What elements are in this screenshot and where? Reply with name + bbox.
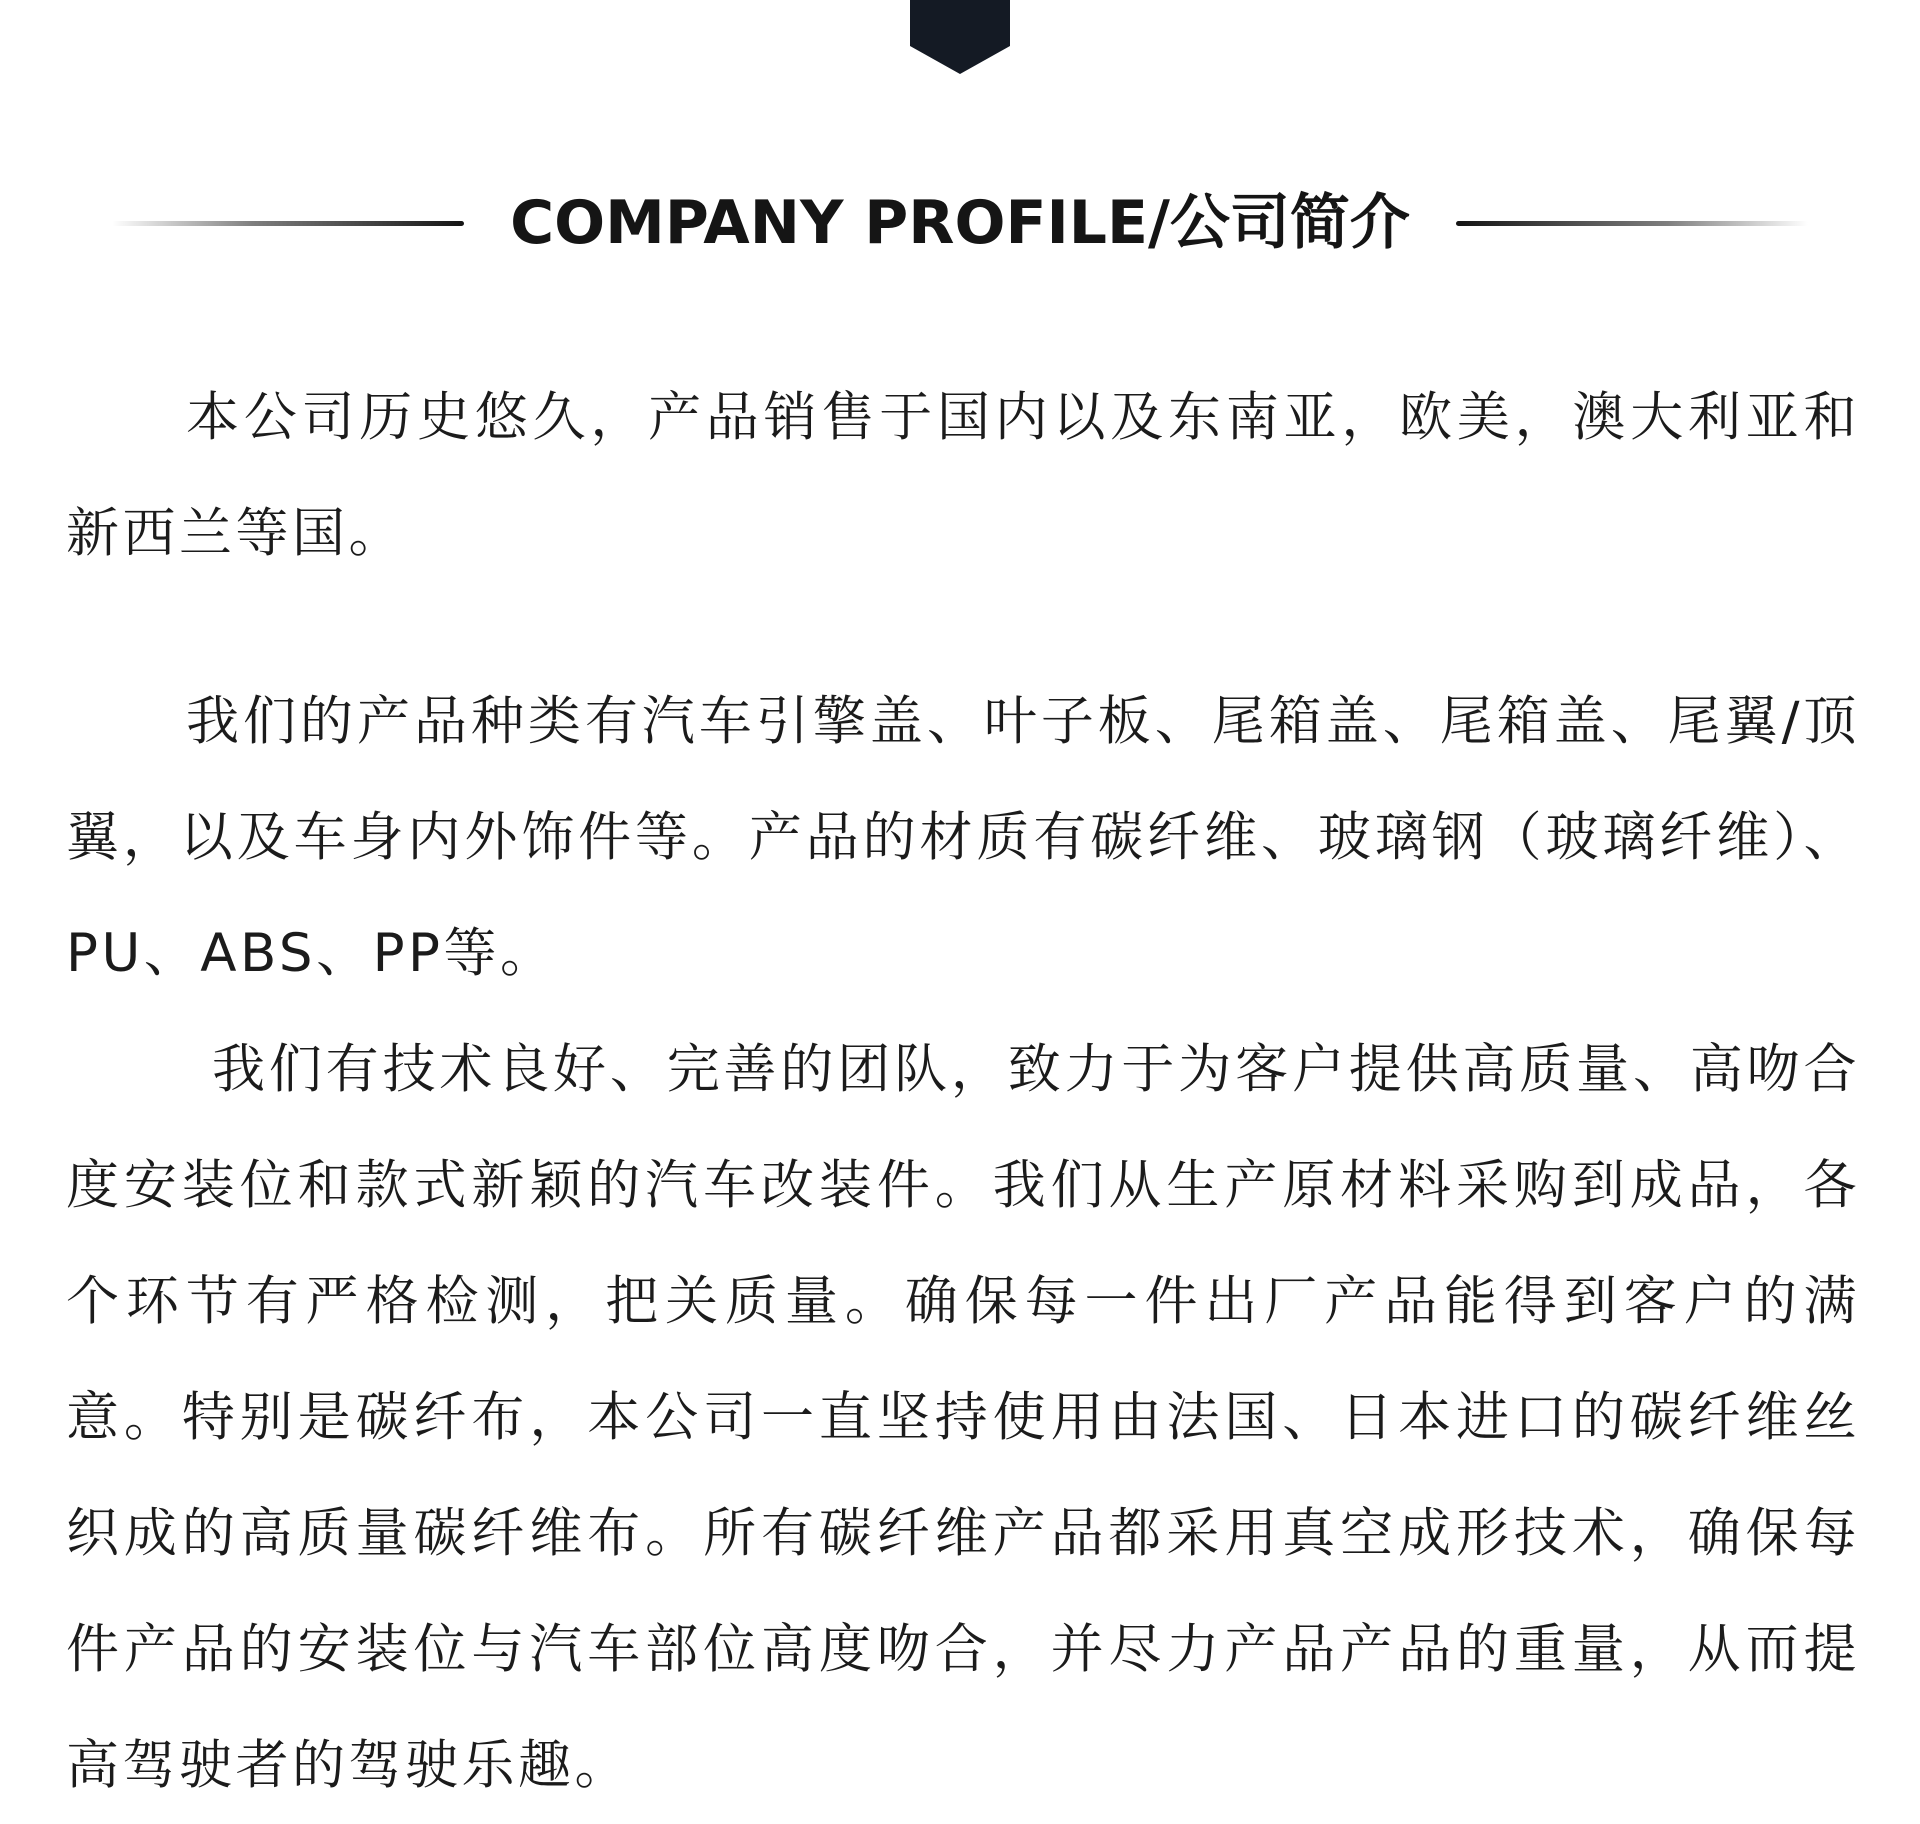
chevron-badge-icon xyxy=(910,0,1010,74)
profile-content xyxy=(66,360,1860,1824)
title-divider-left xyxy=(112,221,464,226)
paragraph-team-quality: 我们有技术良好、完善的团队，致力于为客户提供高质量、高吻合度安装位和款式新颖的汽车改装件。我们从生产原材料采购到成品，各个环节有严格检测，把关质量。确保每一件出厂产品能得到客户的满意。特别是碳纤布，本公司一直坚持使用由法国、日本进口的碳纤维丝织成的高质量碳纤维布。所有碳纤维产品都采用真空成形技术，确保每件产品的安装位与汽车部位高度吻合，并尽力产品产品的重量，从而提高驾驶者的驾驶乐趣。 xyxy=(66,1039,1860,1796)
title-divider-right xyxy=(1456,221,1808,226)
section-title: COMPANY PROFILE/公司简介 xyxy=(510,188,1410,258)
section-header xyxy=(0,178,1920,268)
paragraph-products: 我们的产品种类有汽车引擎盖、叶子板、尾箱盖、尾箱盖、尾翼/顶翼，以及车身内外饰件等。产品的材质有碳纤维、玻璃钢（玻璃纤维）、PU、ABS、PP等。 xyxy=(66,691,1860,984)
top-chevron-badge xyxy=(910,0,1010,74)
paragraph-history: 本公司历史悠久，产品销售于国内以及东南亚，欧美，澳大利亚和新西兰等国。 xyxy=(66,387,1860,564)
